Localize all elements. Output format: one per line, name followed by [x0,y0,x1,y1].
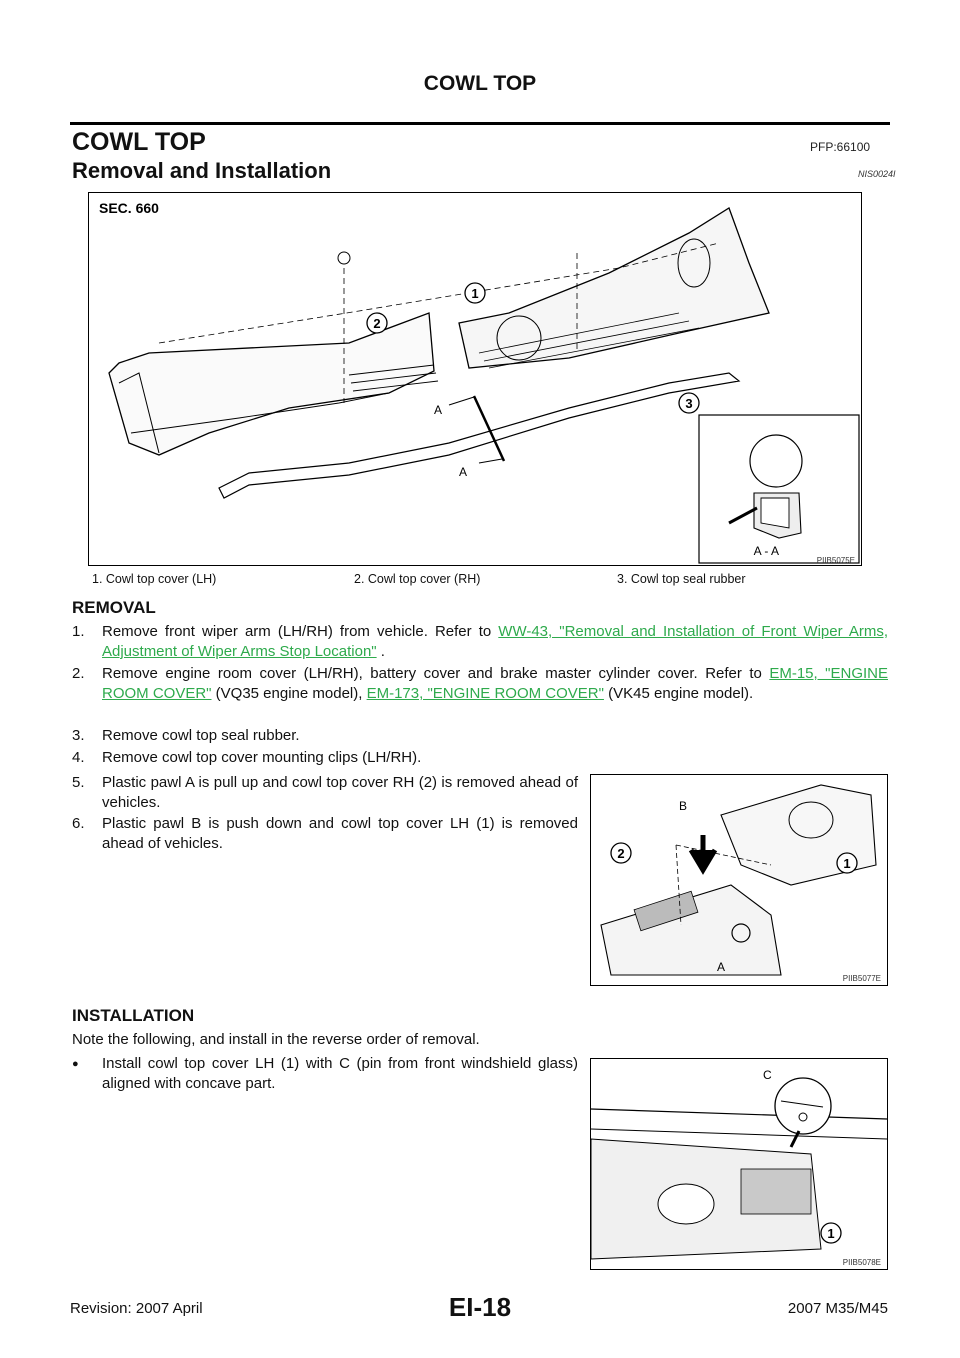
svg-text:1: 1 [471,286,479,301]
callout-1 [465,283,485,303]
removal-step-3: 3. Remove cowl top seal rubber. [72,727,300,744]
label-b: B [679,799,688,813]
figure-id: PIIB5077E [842,974,881,983]
callout-1 [821,1223,841,1243]
cowl-top-exploded-diagram [89,193,861,565]
legend-item-3: 3. Cowl top seal rubber [617,572,746,586]
section-code: NIS0024I [858,169,896,179]
model-label: 2007 M35/M45 [787,1300,888,1317]
svg-text:3: 3 [685,396,693,411]
exploded-view-figure [88,192,862,566]
removal-figure [590,774,888,986]
part-code: PFP:66100 [810,140,871,154]
removal-heading: REMOVAL [72,598,156,617]
label-c: C [763,1068,772,1082]
label-a: A [717,960,726,974]
svg-text:2: 2 [617,846,625,861]
cowl-cover-rh-shape [109,313,434,455]
xref-ww-43[interactable]: WW-43, "Removal and Installation of Front Wiper Arms, Adjustment of Wiper Arms Stop Location" [102,623,888,660]
section-inset [699,415,859,563]
section-title: COWL TOP [72,128,206,156]
subsection-title: Removal and Installation [72,158,332,183]
removal-step-2: 2. Remove engine room cover (LH/RH), battery cover and brake master cylinder cover. Refer to EM-15, "ENGINE ROOM COVER" (VQ35 engine model), EM-173, "ENGINE ROOM COVER" (VK45 engine model). [72,665,888,702]
page-number: EI-18 [448,1292,512,1322]
removal-step-4: 4. Remove cowl top cover mounting clips (LH/RH). [72,749,422,766]
xref-em-173[interactable]: EM-173, "ENGINE ROOM COVER" [366,685,604,702]
installation-intro: Note the following, and install in the reverse order of removal. [72,1031,480,1048]
clip-icon [338,252,350,264]
svg-text:1: 1 [843,856,851,871]
bullet-icon: ● [72,1058,79,1070]
pawl-removal-diagram [591,775,887,985]
removal-step-6: 6. Plastic pawl B is push down and cowl top cover LH (1) is removed ahead of vehicles. [72,815,578,852]
removal-step-1: 1. Remove front wiper arm (LH/RH) from vehicle. Refer to WW-43, "Removal and Installation of Front Wiper Arms, Adjustment of Wiper Arms Stop Location" . [72,623,888,660]
arrow-a-top-label: A [434,403,443,417]
callout-2 [367,313,387,333]
callout-1 [837,853,857,873]
section-aa-label: A - A [753,544,779,558]
xref-em-15[interactable]: EM-15, "ENGINE ROOM COVER" [102,665,888,702]
svg-text:2: 2 [373,316,381,331]
installation-bullet: ● Install cowl top cover LH (1) with C (pin from front windshield glass) aligned with concave part. [72,1055,578,1092]
arrow-a-bottom-label: A [459,465,468,479]
sec-label: SEC. 660 [99,200,159,216]
removal-step-5: 5. Plastic pawl A is pull up and cowl top cover RH (2) is removed ahead of vehicles. [72,774,578,811]
callout-3 [679,393,699,413]
legend-item-2: 2. Cowl top cover (RH) [354,572,481,586]
revision-label: Revision: 2007 April [70,1300,203,1317]
installation-figure [590,1058,888,1270]
callout-2 [611,843,631,863]
svg-text:1: 1 [827,1226,835,1241]
legend-item-1: 1. Cowl top cover (LH) [92,572,217,586]
detail-circle [775,1078,831,1134]
header-rule [70,122,890,125]
running-header: COWL TOP [423,72,537,95]
installation-heading: INSTALLATION [72,1006,195,1025]
figure-id: PIIB5075E [816,556,855,565]
figure-id: PIIB5078E [842,1258,881,1267]
pin-alignment-diagram [591,1059,887,1269]
